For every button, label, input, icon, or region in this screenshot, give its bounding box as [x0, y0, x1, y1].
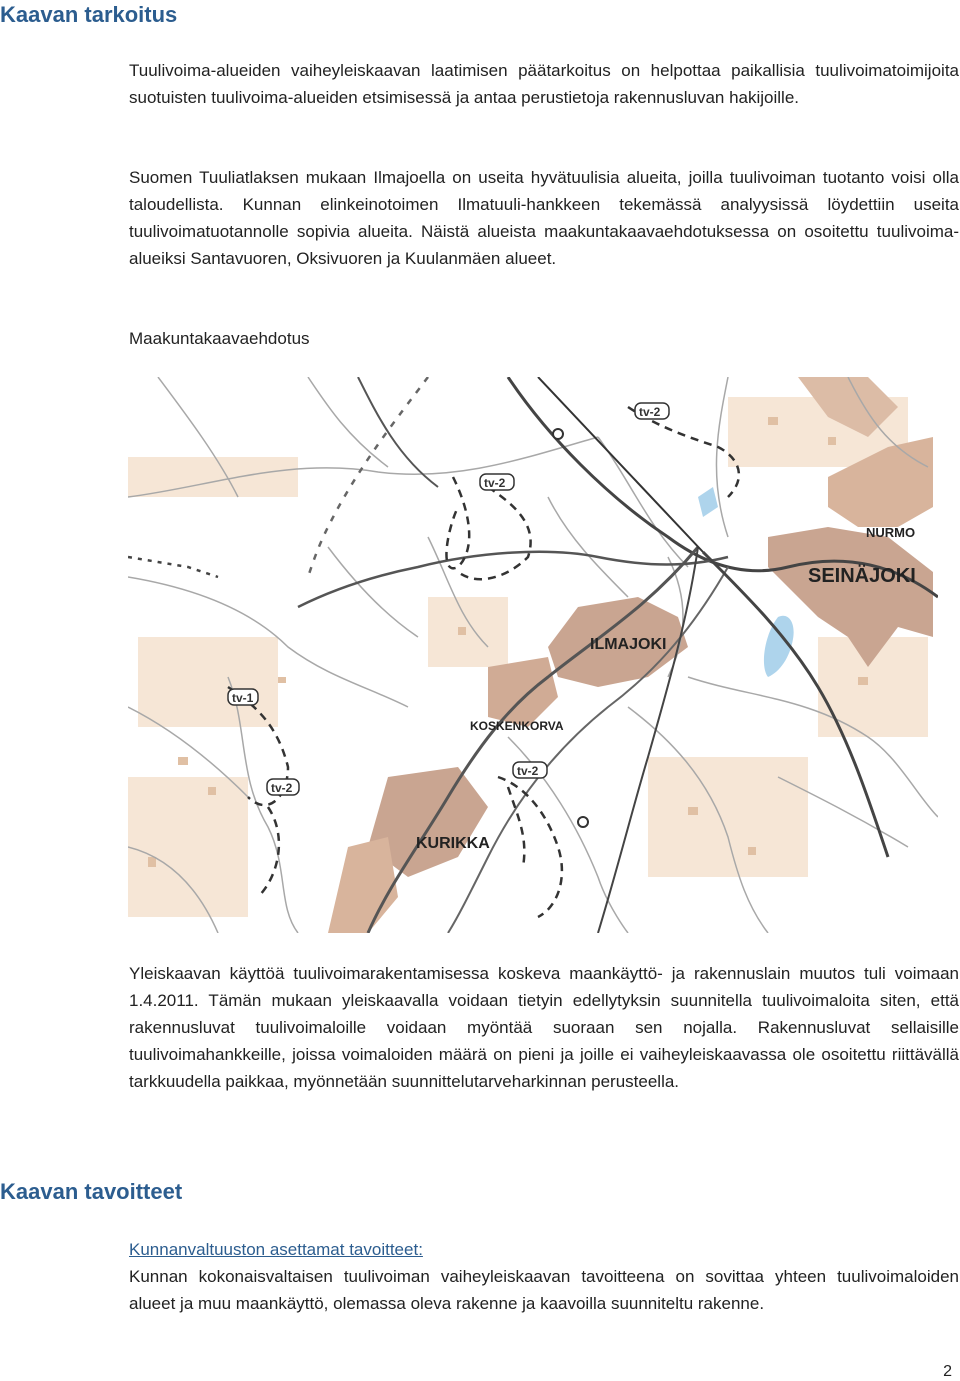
page-number: 2 [943, 1363, 952, 1380]
area-code-tv1: tv-1 [232, 691, 254, 705]
section-heading-goals: Kaavan tavoitteet [0, 1179, 183, 1204]
junction-symbol [553, 429, 563, 439]
water-bodies [698, 487, 794, 677]
label-seinajoki: SEINÄJOKI [808, 565, 916, 587]
pond [698, 487, 718, 517]
label-nurmo: NURMO [866, 525, 916, 540]
area-code-tv2-a: tv-2 [639, 405, 661, 419]
area-code-tv2-d: tv-2 [517, 764, 539, 778]
junction-symbol [578, 817, 588, 827]
koskenkorva-urban [488, 657, 558, 727]
label-kurikka: KURIKKA [416, 835, 490, 852]
label-ilmajoki: ILMAJOKI [590, 636, 667, 653]
council-goals-subheading: Kunnanvaltuuston asettamat tavoitteet: [129, 1240, 423, 1259]
area-code-tv2-b: tv-2 [484, 476, 506, 490]
paragraph-purpose: Tuulivoima-alueiden vaiheyleiskaavan laatimisen päätarkoitus on helpottaa paikallisia tuulivoimatoimijoita suotuisten tuulivoima-alueiden etsimisessä ja antaa perustietoja rakennusluvan hakijoille. [129, 61, 959, 107]
paragraph-land-use-act: Yleiskaavan käyttöä tuulivoimarakentamisessa koskeva maankäyttö- ja rakennuslain muutos tuli voimaan 1.4.2011. Tämän mukaan yleiskaavalla voidaan tietyin edellytyksin suunnitella tuulivoimaloita siten, että rakennusluvat tuulivoimaloille voidaan myöntää suoraan sen nojalla. Rakennusluvat sellaisille tuulivoimahankkeille, joissa voimaloiden määrä on pieni ja joille ei vaiheyleiskaavassa ole osoitettu riittävällä tarkkuudella paikkaa, myönnetään suunnittelutarveharkinnan perusteella. [129, 964, 959, 1091]
kurikka-south-urban [328, 837, 398, 933]
regional-plan-map [128, 377, 938, 933]
map-caption: Maakuntakaavaehdotus [129, 329, 310, 348]
paragraph-wind-atlas: Suomen Tuuliatlaksen mukaan Ilmajoella on useita hyvätuulisia alueita, joilla tuulivoiman tuotanto voisi olla taloudellista. Kunnan elinkeinotoimen Ilmatuuli-hankkeen tekemässä analyysissä löydettiin useita tuulivoimatuotannolle sopivia alueita. Näistä alueista maakuntakaavaehdotuksessa on osoitettu tuulivoima-alueiksi Santavuoren, Oksivuoren ja Kuulanmäen alueet. [129, 168, 959, 268]
paragraph-goals: Kunnan kokonaisvaltaisen tuulivoiman vaiheyleiskaavan tavoitteena on sovittaa yhteen tuulivoimaloiden alueet ja muu maankäyttö, olemassa oleva rakenne ja kaavoilla suunniteltu rakenne. [129, 1267, 959, 1313]
label-koskenkorva: KOSKENKORVA [470, 719, 564, 733]
section-heading-purpose: Kaavan tarkoitus [0, 2, 178, 27]
map-graphic [128, 377, 938, 933]
area-code-tv2-c: tv-2 [271, 781, 293, 795]
